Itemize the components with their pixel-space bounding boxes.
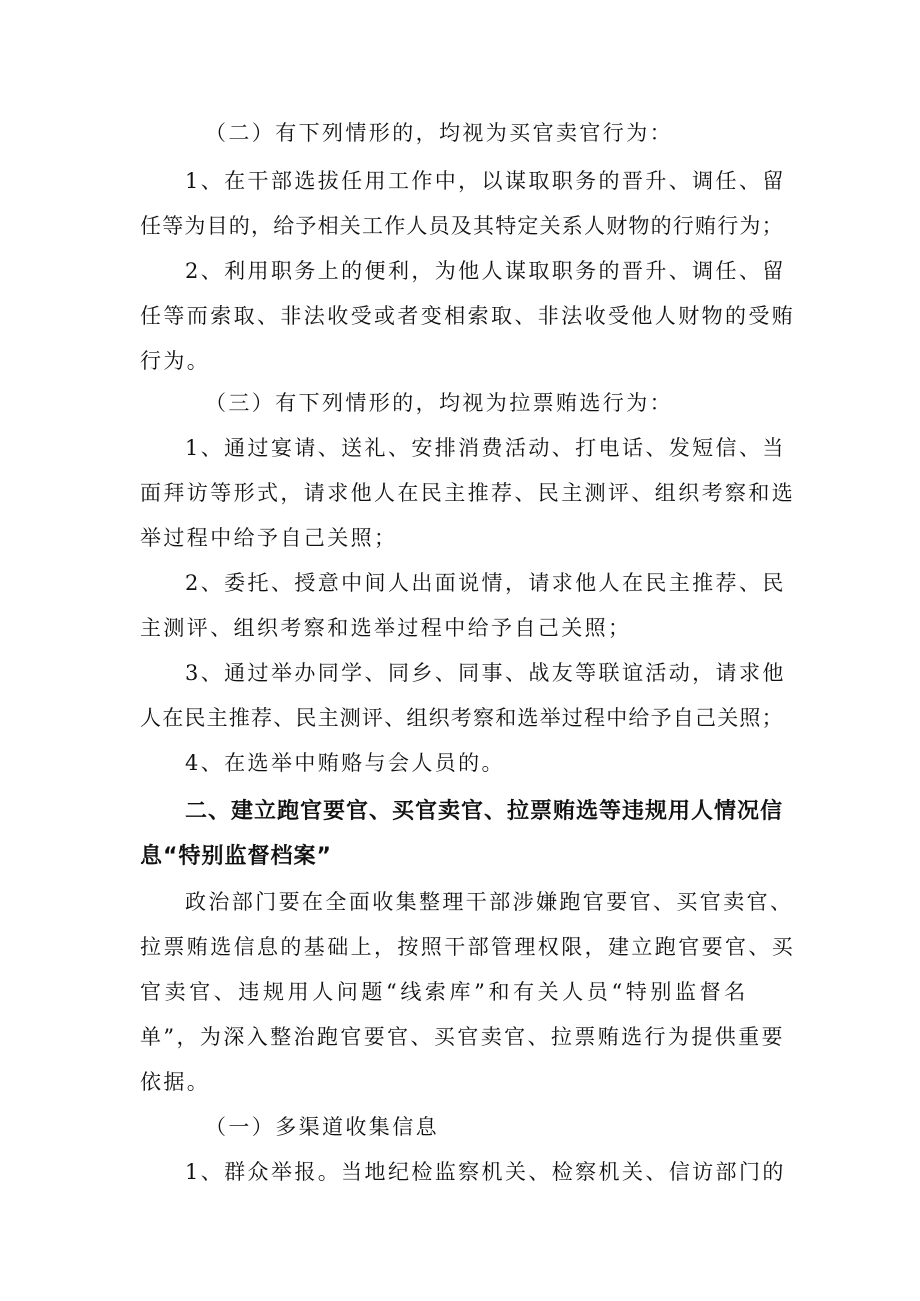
- paragraph-line: 行为。: [140, 349, 211, 373]
- paragraph-line: 1、群众举报。当地纪检监察机关、检察机关、信访部门的: [185, 1160, 786, 1184]
- paragraph-line: 3、通过举办同学、同乡、同事、战友等联谊活动，请求他: [185, 661, 786, 685]
- subsection-title-two: （二）有下列情形的，均视为买官卖官行为：: [205, 121, 673, 145]
- paragraph-line: 举过程中给予自己关照；: [140, 526, 398, 550]
- paragraph-line: 4、在选举中贿赂与会人员的。: [185, 751, 505, 775]
- paragraph-line: 面拜访等形式，请求他人在民主推荐、民主测评、组织考察和选: [140, 481, 796, 505]
- section-heading: 二、建立跑官要官、买官卖官、拉票贿选等违规用人情况信: [185, 799, 784, 824]
- paragraph-line: 官卖官、违规用人问题“线索库”和有关人员“特别监督名: [140, 980, 749, 1004]
- paragraph-line: 1、通过宴请、送礼、安排消费活动、打电话、发短信、当: [185, 436, 786, 460]
- subsection-title-three: （三）有下列情形的，均视为拉票贿选行为：: [205, 391, 673, 415]
- paragraph-line: 2、利用职务上的便利，为他人谋取职务的晋升、调任、留: [185, 259, 786, 283]
- paragraph-line: 1、在干部选拔任用工作中，以谋取职务的晋升、调任、留: [185, 169, 786, 193]
- paragraph-line: 任等而索取、非法收受或者变相索取、非法收受他人财物的受贿: [140, 304, 796, 328]
- paragraph-line: 主测评、组织考察和选举过程中给予自己关照；: [140, 616, 632, 640]
- paragraph-line: 2、委托、授意中间人出面说情，请求他人在民主推荐、民: [185, 571, 786, 595]
- paragraph-line: 任等为目的，给予相关工作人员及其特定关系人财物的行贿行为；: [140, 214, 784, 238]
- paragraph-line: 政治部门要在全面收集整理干部涉嫌跑官要官、买官卖官、: [185, 890, 794, 914]
- paragraph-line: 拉票贿选信息的基础上，按照干部管理权限，建立跑官要官、买: [140, 935, 796, 959]
- subsection-title: （一）多渠道收集信息: [205, 1115, 439, 1139]
- section-heading: 息“特别监督档案”: [140, 844, 332, 869]
- paragraph-line: 依据。: [140, 1070, 211, 1094]
- paragraph-line: 单”，为深入整治跑官要官、买官卖官、拉票贿选行为提供重要: [140, 1025, 785, 1049]
- paragraph-line: 人在民主推荐、民主测评、组织考察和选举过程中给予自己关照；: [140, 706, 784, 730]
